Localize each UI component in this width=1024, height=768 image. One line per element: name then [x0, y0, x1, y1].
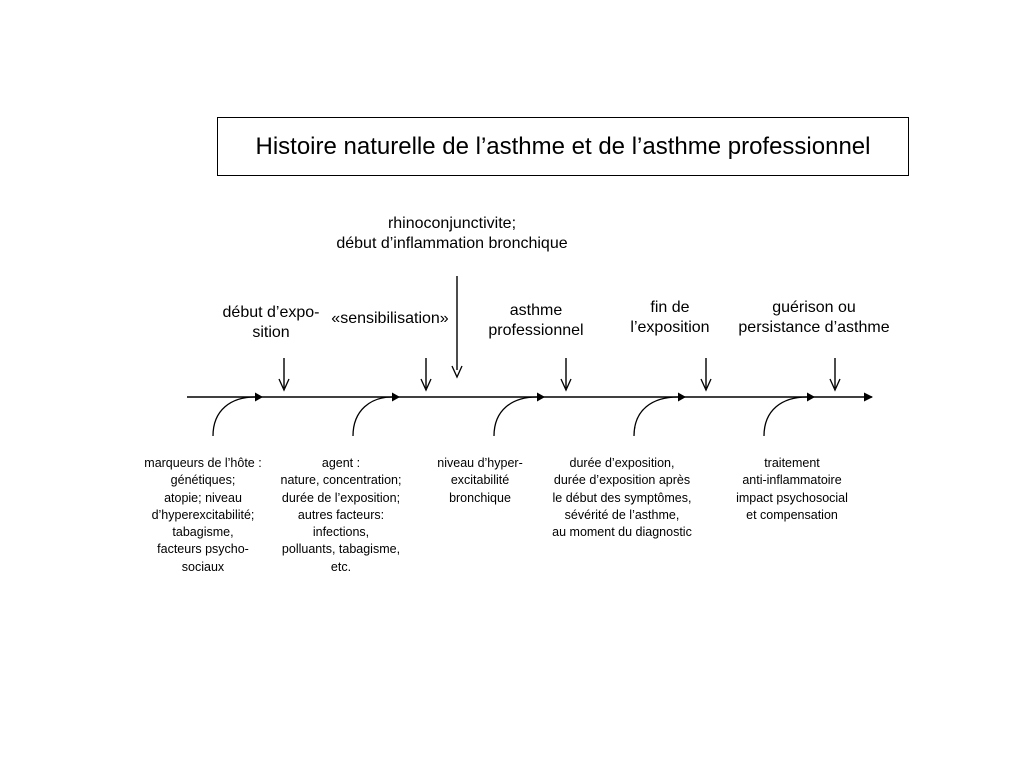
- stage-label-exposure-start: début d’expo- sition: [222, 304, 320, 341]
- influence-curve-1: [213, 397, 255, 436]
- stage-label-occupational-asthma: asthme professionnel: [488, 302, 584, 339]
- influence-arrowhead-4: [678, 393, 686, 402]
- influence-arrowhead-1: [255, 393, 263, 402]
- influence-arrowhead-3: [537, 393, 545, 402]
- influence-curve-2: [353, 397, 392, 436]
- stage-arrow-1: [279, 358, 289, 390]
- factor-list-agent: agent : nature, concentration; durée de l’exposition; autres facteurs: infections, polluants, tabagisme, etc.: [280, 456, 402, 574]
- influence-curve-4: [634, 397, 678, 436]
- influence-curve-5: [764, 397, 807, 436]
- timeline-axis-head: [864, 393, 873, 402]
- stage-label-outcome: guérison ou persistance d’asthme: [738, 299, 890, 336]
- stage-label-exposure-end: fin de l’exposition: [630, 299, 710, 336]
- factor-list-treatment: traitement anti-inflammatoire impact psychosocial et compensation: [736, 456, 848, 522]
- stage-arrow-5: [830, 358, 840, 390]
- factor-list-hyperreactivity: niveau d’hyper- excitabilité bronchique: [437, 456, 523, 505]
- stage-arrow-4: [701, 358, 711, 390]
- top-event-label: rhinoconjunctivite; début d’inflammation bronchique: [336, 215, 568, 252]
- stage-arrow-3: [561, 358, 571, 390]
- factor-list-exposure-duration: durée d’exposition, durée d’exposition après le début des symptômes, sévérité de l’asthme, au moment du diagnostic: [552, 456, 692, 540]
- stage-label-sensitisation: «sensibilisation»: [331, 310, 449, 327]
- factor-list-host-markers: marqueurs de l’hôte : génétiques; atopie; niveau d’hyperexcitabilité; tabagisme, facteurs psycho- sociaux: [144, 456, 262, 574]
- stage-arrows: [279, 358, 840, 390]
- influence-markers: [213, 393, 815, 437]
- stage-arrow-2: [421, 358, 431, 390]
- diagram-title: Histoire naturelle de l’asthme et de l’asthme professionnel: [255, 132, 871, 160]
- influence-arrowhead-5: [807, 393, 815, 402]
- influence-arrowhead-2: [392, 393, 400, 402]
- influence-curve-3: [494, 397, 537, 436]
